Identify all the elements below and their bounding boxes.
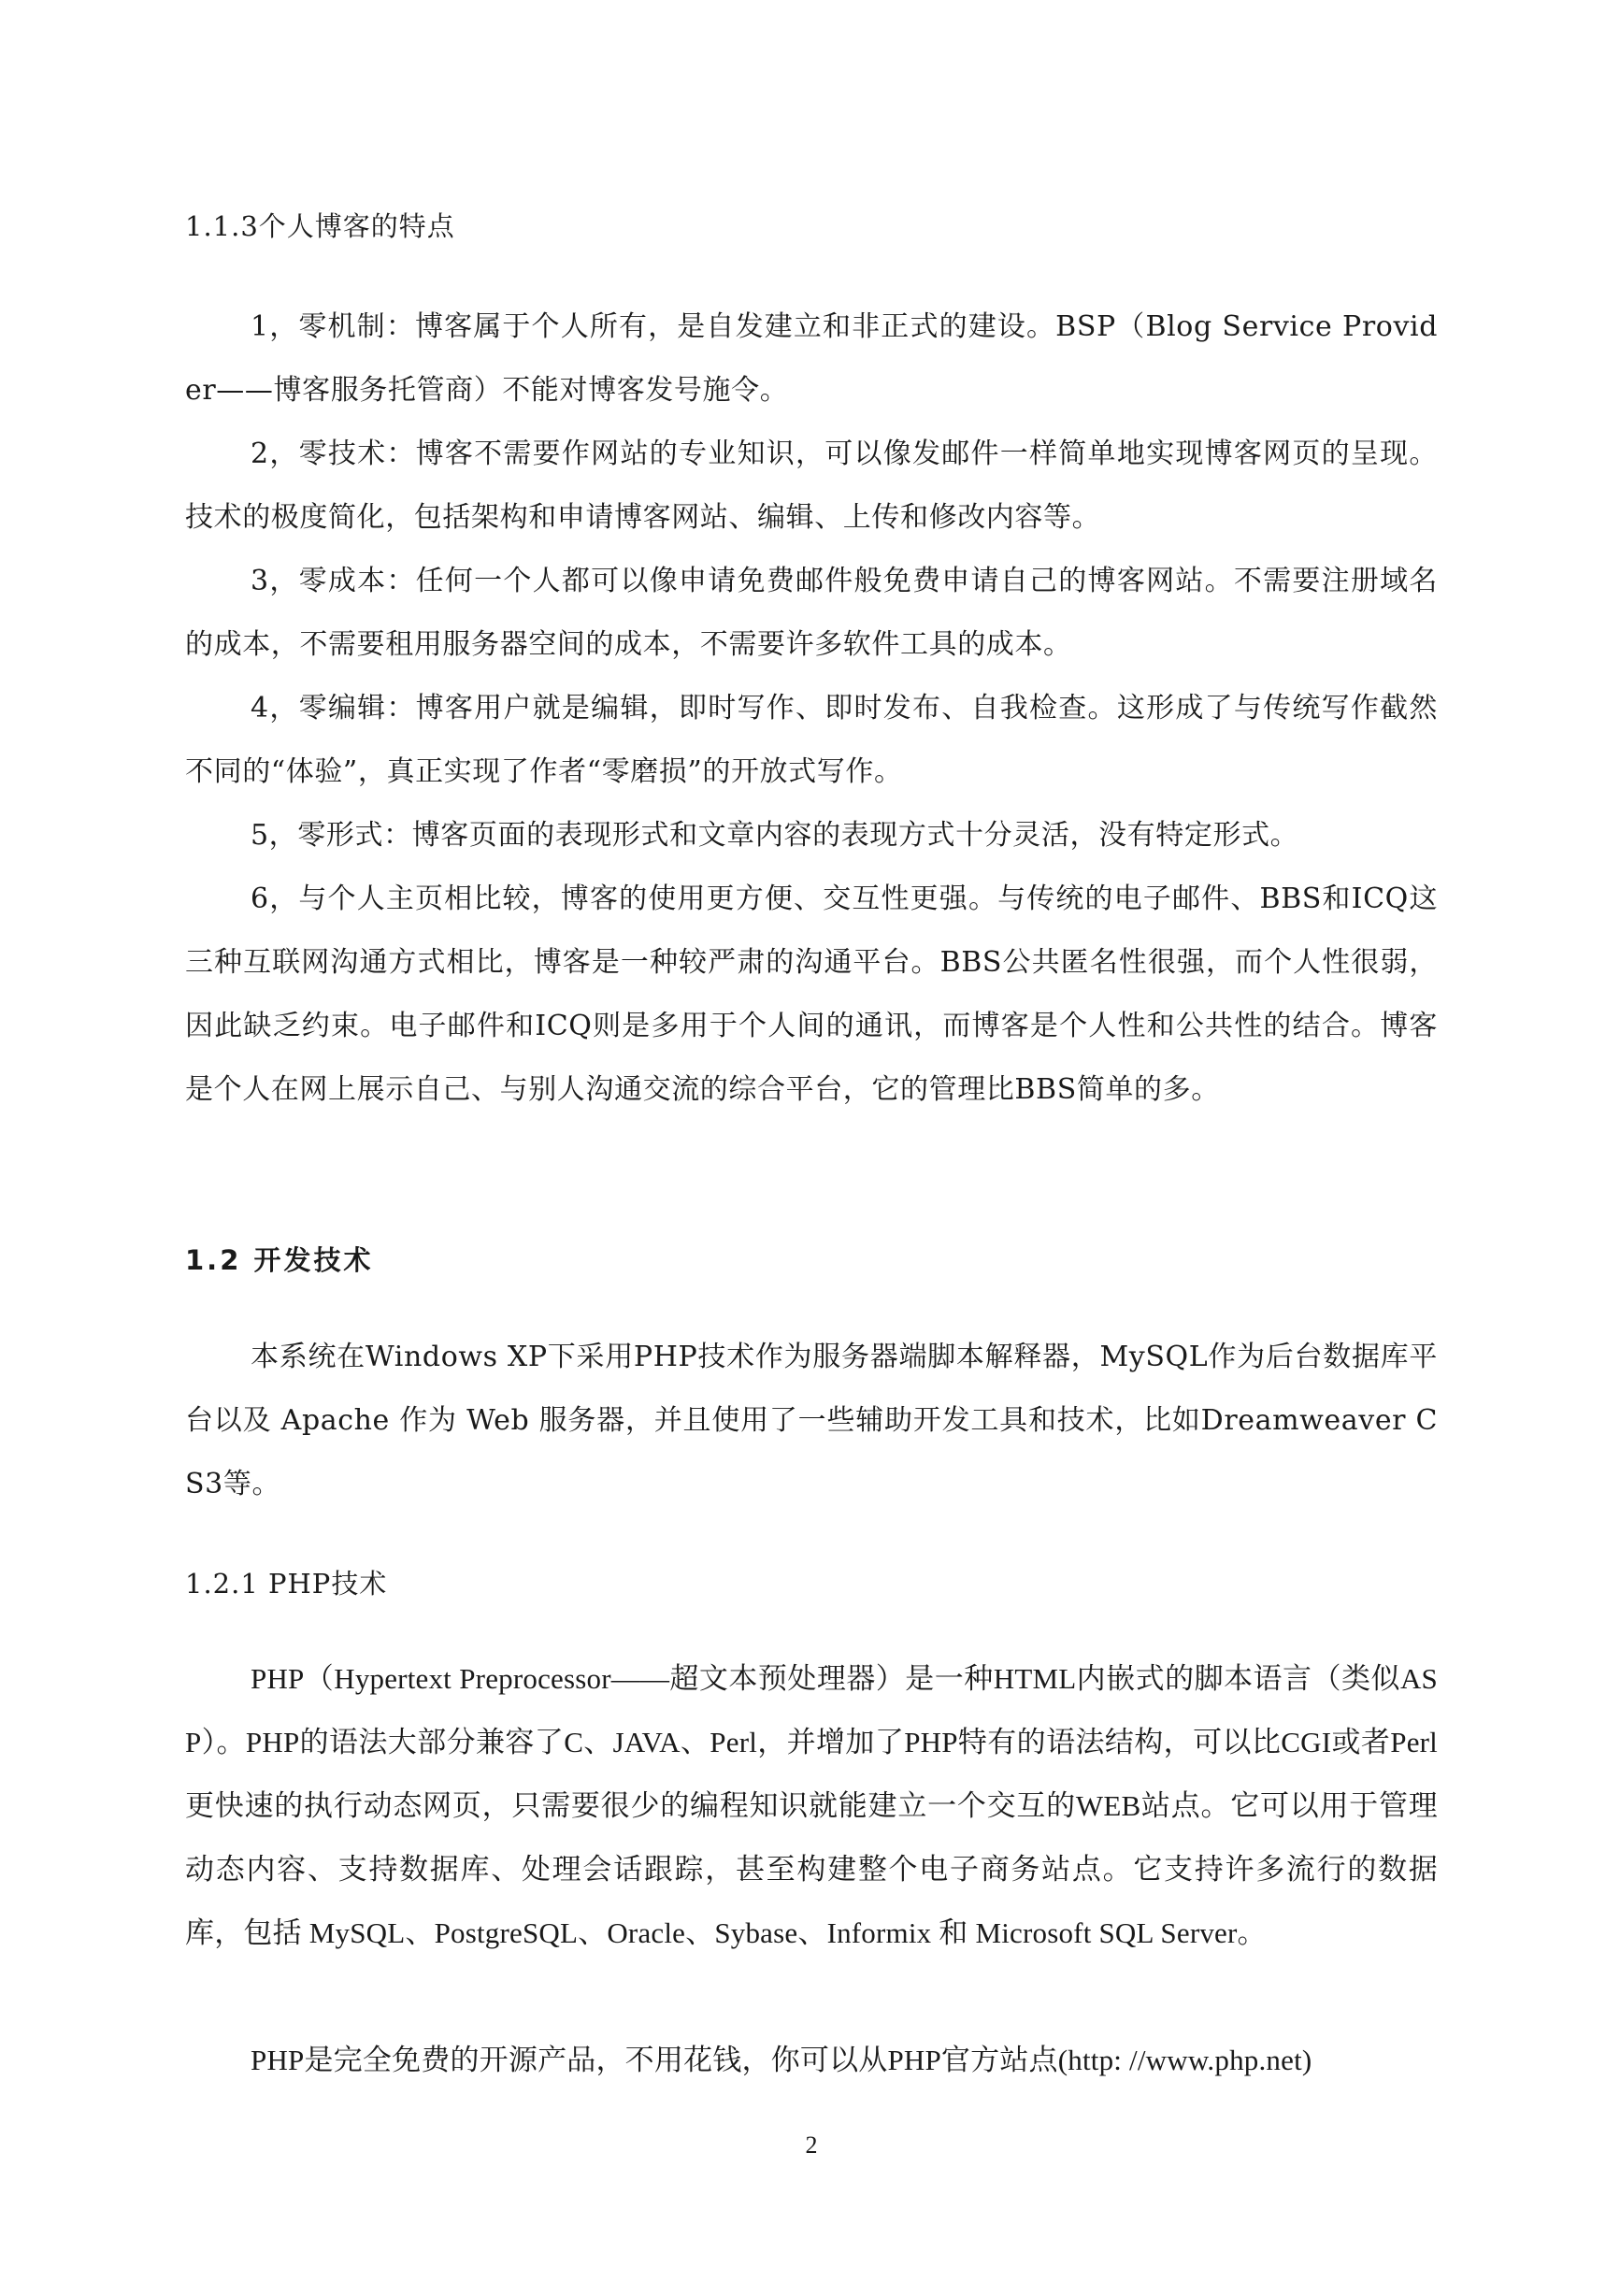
php-intro-paragraph: PHP（Hypertext Preprocessor——超文本预处理器）是一种HTML内嵌式的脚本语言（类似ASP）。PHP的语法大部分兼容了C、JAVA、Perl，并增加了PHP特有的语法结构，可以比CGI或者Perl更快速的执行动态网页，只需要很少的编程知识就能建立一个交互的WEB站点。它可以用于管理动态内容、支持数据库、处理会话跟踪，甚至构建整个电子商务站点。它支持许多流行的数据库，包括 MySQL、PostgreSQL、Oracle、Sybase、Informix 和 Microsoft SQL Server。 (185, 1662, 1438, 1949)
section-heading-1-1-3: 1.1.3个人博客的特点 (185, 210, 455, 242)
page-number: 2 (805, 2131, 818, 2159)
section-heading-1-2-1: 1.2.1 PHP技术 (185, 1568, 388, 1600)
feature-item-5: 5，零形式：博客页面的表现形式和文章内容的表现方式十分灵活，没有特定形式。 (251, 819, 1299, 852)
section-heading-1-2: 1.2 开发技术 (185, 1244, 374, 1276)
feature-item-2: 2，零技术：博客不需要作网站的专业知识，可以像发邮件一样简单地实现博客网页的呈现。技术的极度简化，包括架构和申请博客网站、编辑、上传和修改内容等。 (185, 438, 1438, 534)
feature-item-1: 1，零机制：博客属于个人所有，是自发建立和非正式的建设。BSP（Blog Service Provider——博客服务托管商）不能对博客发号施令。 (185, 310, 1438, 407)
document-page (185, 0, 1438, 2296)
php-license-paragraph: PHP是完全免费的开源产品，不用花钱，你可以从PHP官方站点(http: //www.php.net) (251, 2044, 1312, 2076)
development-tech-paragraph: 本系统在Windows XP下采用PHP技术作为服务器端脚本解释器，MySQL作为后台数据库平台以及 Apache 作为 Web 服务器，并且使用了一些辅助开发工具和技术，比如Dreamweaver CS3等。 (185, 1341, 1438, 1500)
feature-item-4: 4，零编辑：博客用户就是编辑，即时写作、即时发布、自我检查。这形成了与传统写作截然不同的“体验”，真正实现了作者“零磨损”的开放式写作。 (185, 692, 1438, 788)
feature-item-3: 3，零成本：任何一个人都可以像申请免费邮件般免费申请自己的博客网站。不需要注册域名的成本，不需要租用服务器空间的成本，不需要许多软件工具的成本。 (185, 565, 1438, 661)
feature-item-6: 6，与个人主页相比较，博客的使用更方便、交互性更强。与传统的电子邮件、BBS和ICQ这三种互联网沟通方式相比，博客是一种较严肃的沟通平台。BBS公共匿名性很强，而个人性很弱，因此缺乏约束。电子邮件和ICQ则是多用于个人间的通讯，而博客是个人性和公共性的结合。博客是个人在网上展示自己、与别人沟通交流的综合平台，它的管理比BBS简单的多。 (185, 883, 1438, 1106)
